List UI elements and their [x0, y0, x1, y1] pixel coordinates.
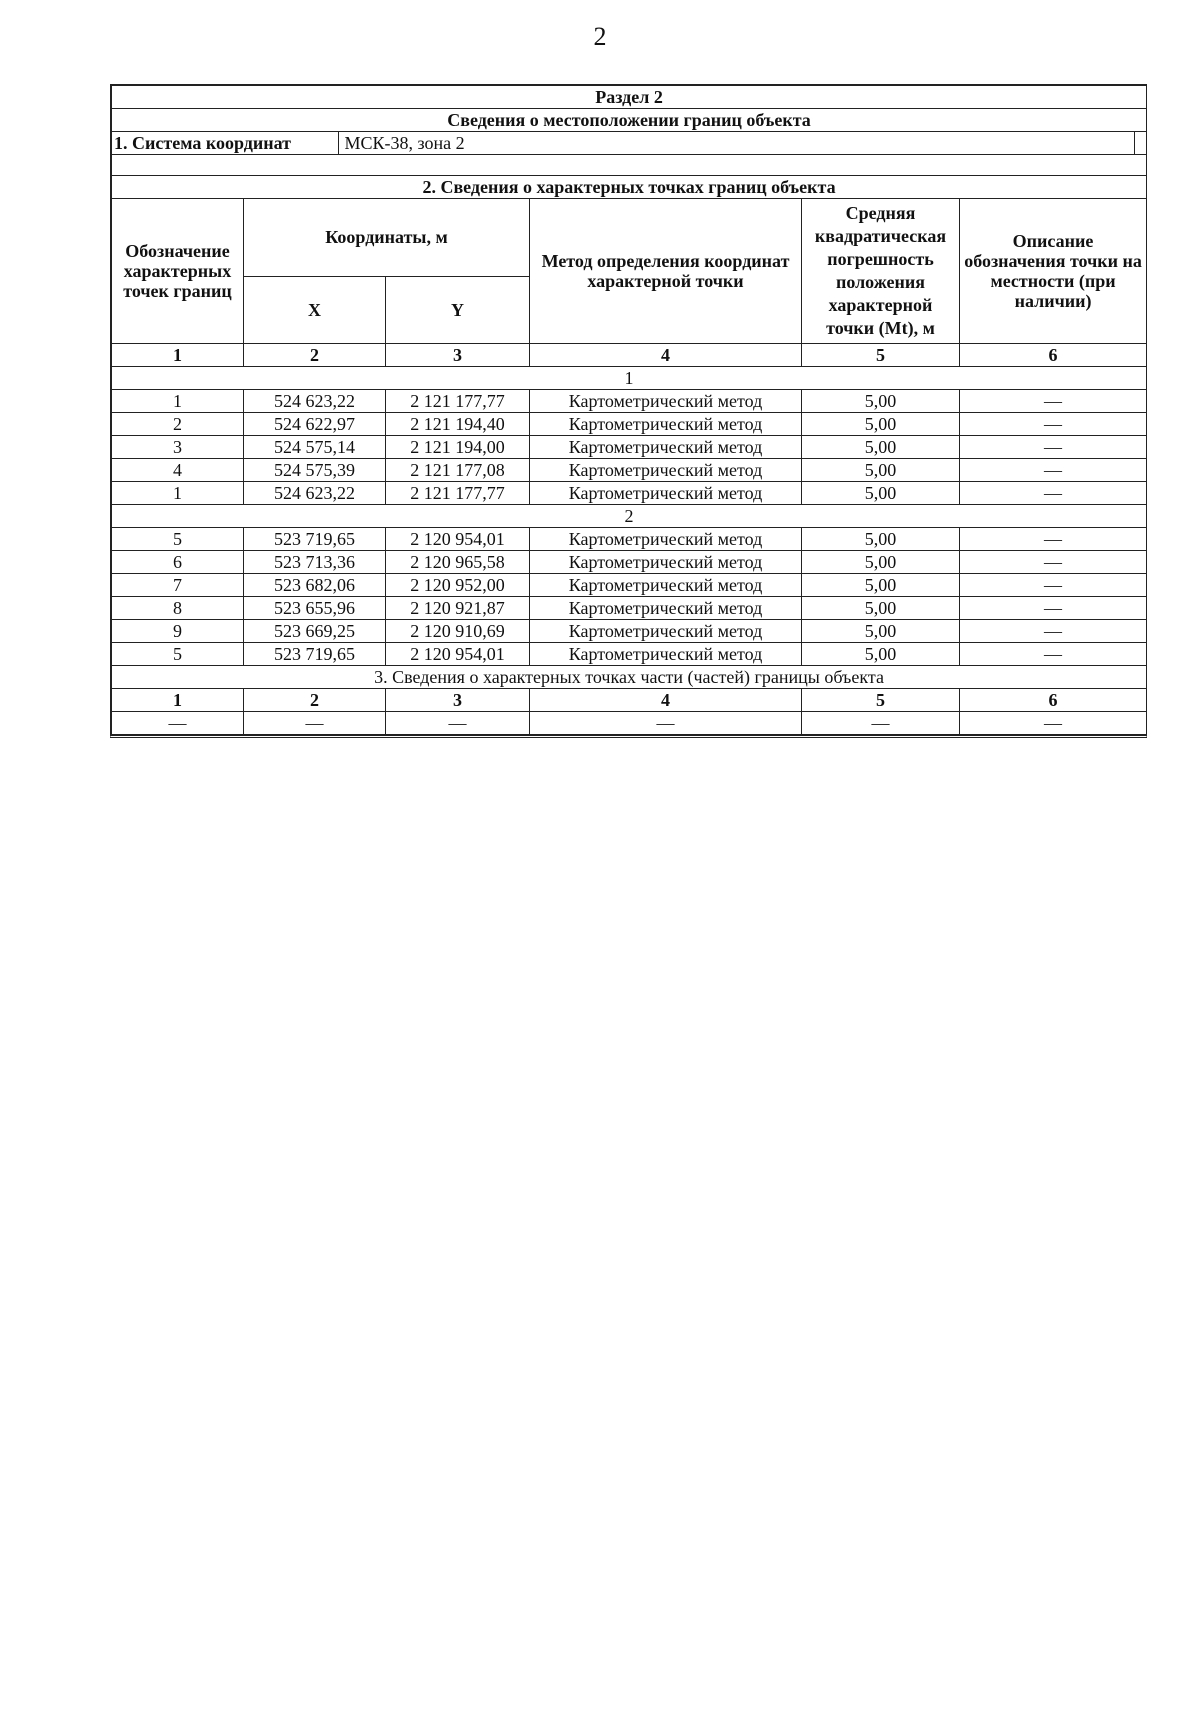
method-cell: Картометрический метод [530, 528, 802, 551]
table-row [112, 390, 1147, 413]
parts-column-number-5: 5 [802, 689, 960, 712]
x-cell: 524 623,22 [244, 482, 386, 505]
parts-cell: — [530, 712, 802, 735]
error-cell: 5,00 [802, 390, 960, 413]
parts-cell: — [112, 712, 244, 735]
method-cell: Картометрический метод [530, 482, 802, 505]
x-cell: 523 719,65 [244, 643, 386, 666]
point-cell: 8 [112, 597, 244, 620]
contour-label-row [112, 367, 1147, 390]
parts-column-number-4: 4 [530, 689, 802, 712]
description-cell: — [960, 459, 1147, 482]
parts-title-row [112, 666, 1147, 689]
description-cell: — [960, 413, 1147, 436]
method-cell: Картометрический метод [530, 643, 802, 666]
x-cell: 524 623,22 [244, 390, 386, 413]
point-cell: 6 [112, 551, 244, 574]
table-row [112, 482, 1147, 505]
parts-column-number-3: 3 [386, 689, 530, 712]
parts-column-number-2: 2 [244, 689, 386, 712]
parts-column-number-6: 6 [960, 689, 1147, 712]
y-cell: 2 121 194,00 [386, 436, 530, 459]
contour-label-row [112, 505, 1147, 528]
error-cell: 5,00 [802, 597, 960, 620]
header-designation: Обозначение характерных точек границ [112, 199, 244, 344]
parts-title: 3. Сведения о характерных точках части (частей) границы объекта [112, 666, 1147, 689]
y-cell: 2 121 177,08 [386, 459, 530, 482]
table-row [112, 597, 1147, 620]
method-cell: Картометрический метод [530, 597, 802, 620]
description-cell: — [960, 482, 1147, 505]
description-cell: — [960, 551, 1147, 574]
error-cell: 5,00 [802, 574, 960, 597]
description-cell: — [960, 643, 1147, 666]
column-number-4: 4 [530, 344, 802, 367]
header-method: Метод определения координат характерной точки [530, 199, 802, 344]
error-cell: 5,00 [802, 643, 960, 666]
x-cell: 523 669,25 [244, 620, 386, 643]
description-cell: — [960, 528, 1147, 551]
parts-cell: — [244, 712, 386, 735]
coord-system-end-cell [1134, 132, 1146, 154]
error-cell: 5,00 [802, 436, 960, 459]
parts-row [112, 712, 1147, 735]
column-number-6: 6 [960, 344, 1147, 367]
point-cell: 5 [112, 643, 244, 666]
description-cell: — [960, 436, 1147, 459]
table-row [112, 551, 1147, 574]
x-cell: 523 713,36 [244, 551, 386, 574]
header-x: X [244, 276, 386, 343]
x-cell: 523 719,65 [244, 528, 386, 551]
point-cell: 7 [112, 574, 244, 597]
y-cell: 2 120 952,00 [386, 574, 530, 597]
error-cell: 5,00 [802, 482, 960, 505]
y-cell: 2 120 954,01 [386, 643, 530, 666]
coord-system-value: МСК-38, зона 2 [338, 132, 1134, 154]
point-cell: 1 [112, 482, 244, 505]
point-cell: 3 [112, 436, 244, 459]
x-cell: 523 655,96 [244, 597, 386, 620]
description-cell: — [960, 390, 1147, 413]
header-description: Описание обозначения точки на местности (при наличии) [960, 199, 1147, 344]
method-cell: Картометрический метод [530, 620, 802, 643]
error-cell: 5,00 [802, 459, 960, 482]
point-cell: 9 [112, 620, 244, 643]
error-cell: 5,00 [802, 620, 960, 643]
method-cell: Картометрический метод [530, 551, 802, 574]
header-error: Средняя квадратическая погрешность положения характерной точки (Mt), м [802, 199, 960, 344]
x-cell: 524 575,14 [244, 436, 386, 459]
y-cell: 2 121 194,40 [386, 413, 530, 436]
parts-cell: — [386, 712, 530, 735]
point-cell: 5 [112, 528, 244, 551]
table-row [112, 643, 1147, 666]
parts-cell: — [960, 712, 1147, 735]
table-row [112, 459, 1147, 482]
boundary-table [111, 85, 1147, 735]
error-cell: 5,00 [802, 551, 960, 574]
table-row [112, 436, 1147, 459]
contour-label: 2 [112, 505, 1147, 528]
x-cell: 524 575,39 [244, 459, 386, 482]
description-cell: — [960, 574, 1147, 597]
header-coordinates: Координаты, м [244, 199, 530, 277]
x-cell: 524 622,97 [244, 413, 386, 436]
error-cell: 5,00 [802, 528, 960, 551]
section-subtitle: Сведения о местоположении границ объекта [112, 109, 1147, 132]
coord-system-row [112, 132, 1147, 155]
column-number-5: 5 [802, 344, 960, 367]
parts-column-numbers-row [112, 689, 1147, 712]
parts-cell: — [802, 712, 960, 735]
description-cell: — [960, 597, 1147, 620]
page-number: 2 [593, 22, 607, 51]
point-cell: 4 [112, 459, 244, 482]
table-row [112, 528, 1147, 551]
y-cell: 2 120 965,58 [386, 551, 530, 574]
error-cell: 5,00 [802, 413, 960, 436]
column-number-2: 2 [244, 344, 386, 367]
method-cell: Картометрический метод [530, 574, 802, 597]
point-cell: 1 [112, 390, 244, 413]
y-cell: 2 120 921,87 [386, 597, 530, 620]
column-numbers-row [112, 344, 1147, 367]
y-cell: 2 120 910,69 [386, 620, 530, 643]
column-number-1: 1 [112, 344, 244, 367]
table-row [112, 413, 1147, 436]
x-cell: 523 682,06 [244, 574, 386, 597]
table-row [112, 574, 1147, 597]
contour-label: 1 [112, 367, 1147, 390]
y-cell: 2 120 954,01 [386, 528, 530, 551]
points-title: 2. Сведения о характерных точках границ объекта [112, 176, 1147, 199]
section-title: Раздел 2 [112, 86, 1147, 109]
method-cell: Картометрический метод [530, 390, 802, 413]
column-number-3: 3 [386, 344, 530, 367]
header-y: Y [386, 276, 530, 343]
parts-column-number-1: 1 [112, 689, 244, 712]
description-cell: — [960, 620, 1147, 643]
method-cell: Картометрический метод [530, 436, 802, 459]
boundary-info-table [110, 84, 1147, 738]
table-row [112, 620, 1147, 643]
method-cell: Картометрический метод [530, 413, 802, 436]
method-cell: Картометрический метод [530, 459, 802, 482]
y-cell: 2 121 177,77 [386, 390, 530, 413]
coord-system-label: 1. Система координат [112, 132, 338, 154]
spacer-row [112, 155, 1147, 176]
point-cell: 2 [112, 413, 244, 436]
y-cell: 2 121 177,77 [386, 482, 530, 505]
